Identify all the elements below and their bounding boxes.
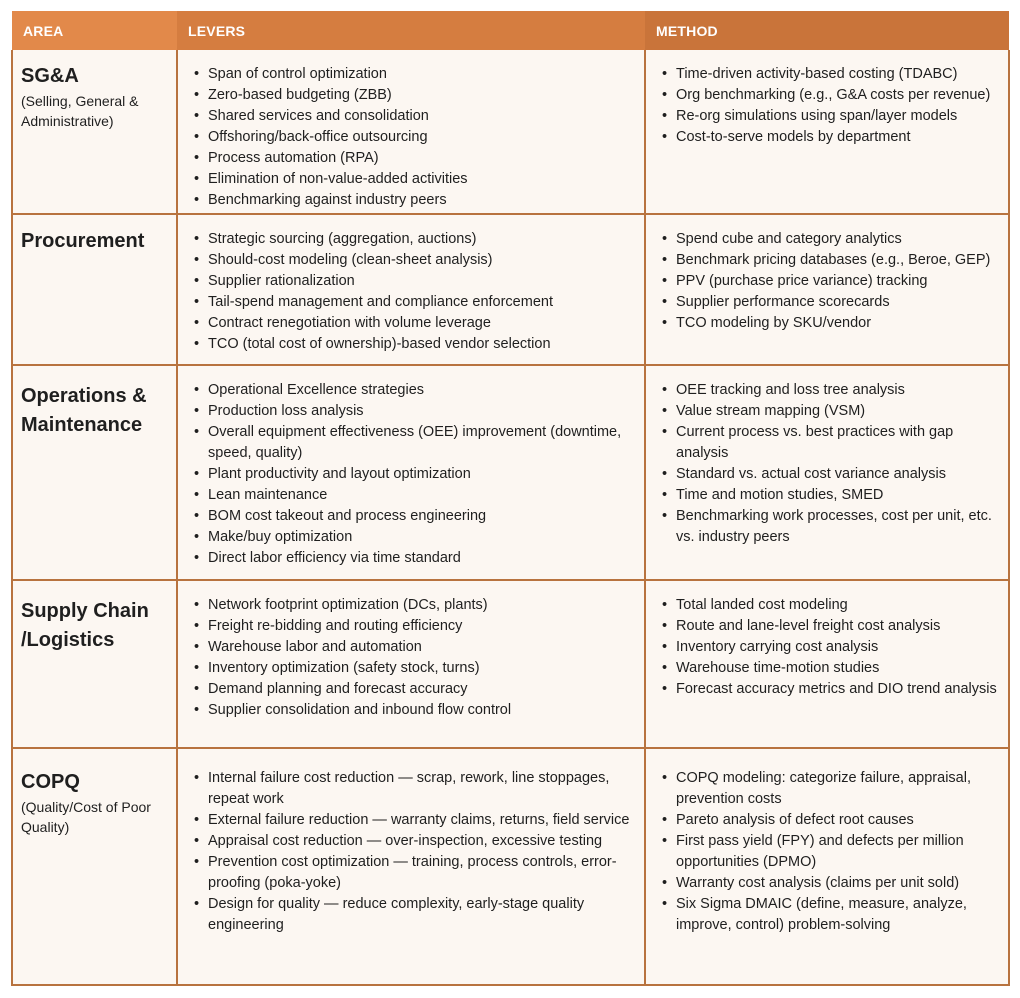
lever-item: • BOM cost takeout and process engineering xyxy=(194,506,638,527)
method-item: • Current process vs. best practices with gap analysis xyxy=(662,422,1002,464)
lever-item: • Demand planning and forecast accuracy xyxy=(194,679,638,700)
header-method: METHOD xyxy=(645,11,1009,50)
area-name: Supply Chain /Logistics xyxy=(21,600,149,651)
table-row xyxy=(12,365,1009,580)
lever-item: • Internal failure cost reduction — scrap, rework, line stoppages, repeat work xyxy=(194,768,638,810)
lever-item: • Shared services and consolidation xyxy=(194,106,638,127)
method-item: • Time-driven activity-based costing (TDABC) xyxy=(662,64,1002,85)
table-body xyxy=(12,50,1009,985)
table-row xyxy=(12,748,1009,985)
area-cell xyxy=(12,748,177,985)
area-cell xyxy=(12,580,177,748)
method-list xyxy=(646,366,1008,548)
method-item: • Standard vs. actual cost variance analysis xyxy=(662,464,1002,485)
lever-item: • External failure reduction — warranty claims, returns, field service xyxy=(194,810,638,831)
cost-levers-table-container xyxy=(11,11,1008,986)
area-cell xyxy=(12,365,177,580)
method-item: • Benchmarking work processes, cost per unit, etc. vs. industry peers xyxy=(662,506,1002,548)
area-cell xyxy=(12,50,177,214)
area-subtitle: (Selling, General & Administrative) xyxy=(21,93,139,129)
area-cell xyxy=(12,214,177,365)
method-cell xyxy=(645,748,1009,985)
levers-cell xyxy=(177,50,645,214)
method-item: • OEE tracking and loss tree analysis xyxy=(662,380,1002,401)
lever-item: • Inventory optimization (safety stock, turns) xyxy=(194,658,638,679)
area-name: SG&A xyxy=(21,65,79,87)
method-item: • Six Sigma DMAIC (define, measure, analyze, improve, control) problem-solving xyxy=(662,894,1002,936)
lever-item: • Network footprint optimization (DCs, plants) xyxy=(194,595,638,616)
area-block xyxy=(13,215,176,256)
method-item: • Inventory carrying cost analysis xyxy=(662,637,1002,658)
method-item: • Supplier performance scorecards xyxy=(662,292,1002,313)
area-name: Operations & Maintenance xyxy=(21,385,147,436)
levers-list xyxy=(178,581,644,721)
lever-item: • Lean maintenance xyxy=(194,485,638,506)
lever-item: • Tail-spend management and compliance enforcement xyxy=(194,292,638,313)
lever-item: • Direct labor efficiency via time standard xyxy=(194,548,638,569)
levers-cell xyxy=(177,365,645,580)
method-list xyxy=(646,215,1008,334)
method-item: • COPQ modeling: categorize failure, appraisal, prevention costs xyxy=(662,768,1002,810)
lever-item: • Process automation (RPA) xyxy=(194,148,638,169)
lever-item: • Prevention cost optimization — training, process controls, error-proofing (poka-yoke) xyxy=(194,852,638,894)
method-item: • Value stream mapping (VSM) xyxy=(662,401,1002,422)
cost-levers-table xyxy=(11,11,1010,986)
method-list xyxy=(646,749,1008,936)
method-item: • PPV (purchase price variance) tracking xyxy=(662,271,1002,292)
levers-list xyxy=(178,749,644,936)
levers-cell xyxy=(177,580,645,748)
table-row xyxy=(12,580,1009,748)
lever-item: • Production loss analysis xyxy=(194,401,638,422)
method-item: • TCO modeling by SKU/vendor xyxy=(662,313,1002,334)
method-item: • Time and motion studies, SMED xyxy=(662,485,1002,506)
lever-item: • Appraisal cost reduction — over-inspection, excessive testing xyxy=(194,831,638,852)
method-item: • Benchmark pricing databases (e.g., Beroe, GEP) xyxy=(662,250,1002,271)
lever-item: • Operational Excellence strategies xyxy=(194,380,638,401)
lever-item: • Supplier rationalization xyxy=(194,271,638,292)
method-item: • Cost-to-serve models by department xyxy=(662,127,1002,148)
table-header xyxy=(12,11,1009,50)
area-block xyxy=(13,50,176,131)
lever-item: • Contract renegotiation with volume leverage xyxy=(194,313,638,334)
method-cell xyxy=(645,50,1009,214)
method-item: • Pareto analysis of defect root causes xyxy=(662,810,1002,831)
lever-item: • Strategic sourcing (aggregation, auctions) xyxy=(194,229,638,250)
lever-item: • Warehouse labor and automation xyxy=(194,637,638,658)
area-block xyxy=(13,749,176,837)
method-cell xyxy=(645,580,1009,748)
area-name: Procurement xyxy=(21,230,145,252)
lever-item: • Benchmarking against industry peers xyxy=(194,190,638,211)
lever-item: • Offshoring/back-office outsourcing xyxy=(194,127,638,148)
lever-item: • Freight re-bidding and routing efficiency xyxy=(194,616,638,637)
header-area: AREA xyxy=(12,11,177,50)
header-levers: LEVERS xyxy=(177,11,645,50)
levers-list xyxy=(178,366,644,569)
method-item: • Forecast accuracy metrics and DIO trend analysis xyxy=(662,679,1002,700)
levers-list xyxy=(178,215,644,355)
method-item: • Re-org simulations using span/layer models xyxy=(662,106,1002,127)
lever-item: • Make/buy optimization xyxy=(194,527,638,548)
method-item: • First pass yield (FPY) and defects per million opportunities (DPMO) xyxy=(662,831,1002,873)
method-item: • Total landed cost modeling xyxy=(662,595,1002,616)
method-item: • Warranty cost analysis (claims per unit sold) xyxy=(662,873,1002,894)
method-item: • Spend cube and category analytics xyxy=(662,229,1002,250)
lever-item: • Plant productivity and layout optimization xyxy=(194,464,638,485)
levers-cell xyxy=(177,748,645,985)
levers-list xyxy=(178,50,644,211)
method-list xyxy=(646,50,1008,148)
method-item: • Org benchmarking (e.g., G&A costs per revenue) xyxy=(662,85,1002,106)
table-row xyxy=(12,214,1009,365)
table-row xyxy=(12,50,1009,214)
lever-item: • Should-cost modeling (clean-sheet analysis) xyxy=(194,250,638,271)
method-item: • Route and lane-level freight cost analysis xyxy=(662,616,1002,637)
lever-item: • Overall equipment effectiveness (OEE) improvement (downtime, speed, quality) xyxy=(194,422,638,464)
levers-cell xyxy=(177,214,645,365)
lever-item: • Elimination of non-value-added activities xyxy=(194,169,638,190)
lever-item: • Zero-based budgeting (ZBB) xyxy=(194,85,638,106)
method-item: • Warehouse time-motion studies xyxy=(662,658,1002,679)
lever-item: • Span of control optimization xyxy=(194,64,638,85)
area-block xyxy=(13,366,176,440)
lever-item: • Design for quality — reduce complexity, early-stage quality engineering xyxy=(194,894,638,936)
method-cell xyxy=(645,214,1009,365)
method-cell xyxy=(645,365,1009,580)
lever-item: • TCO (total cost of ownership)-based vendor selection xyxy=(194,334,638,355)
method-list xyxy=(646,581,1008,700)
area-name: COPQ xyxy=(21,771,80,793)
lever-item: • Supplier consolidation and inbound flow control xyxy=(194,700,638,721)
area-block xyxy=(13,581,176,655)
area-subtitle: (Quality/Cost of Poor Quality) xyxy=(21,799,151,835)
